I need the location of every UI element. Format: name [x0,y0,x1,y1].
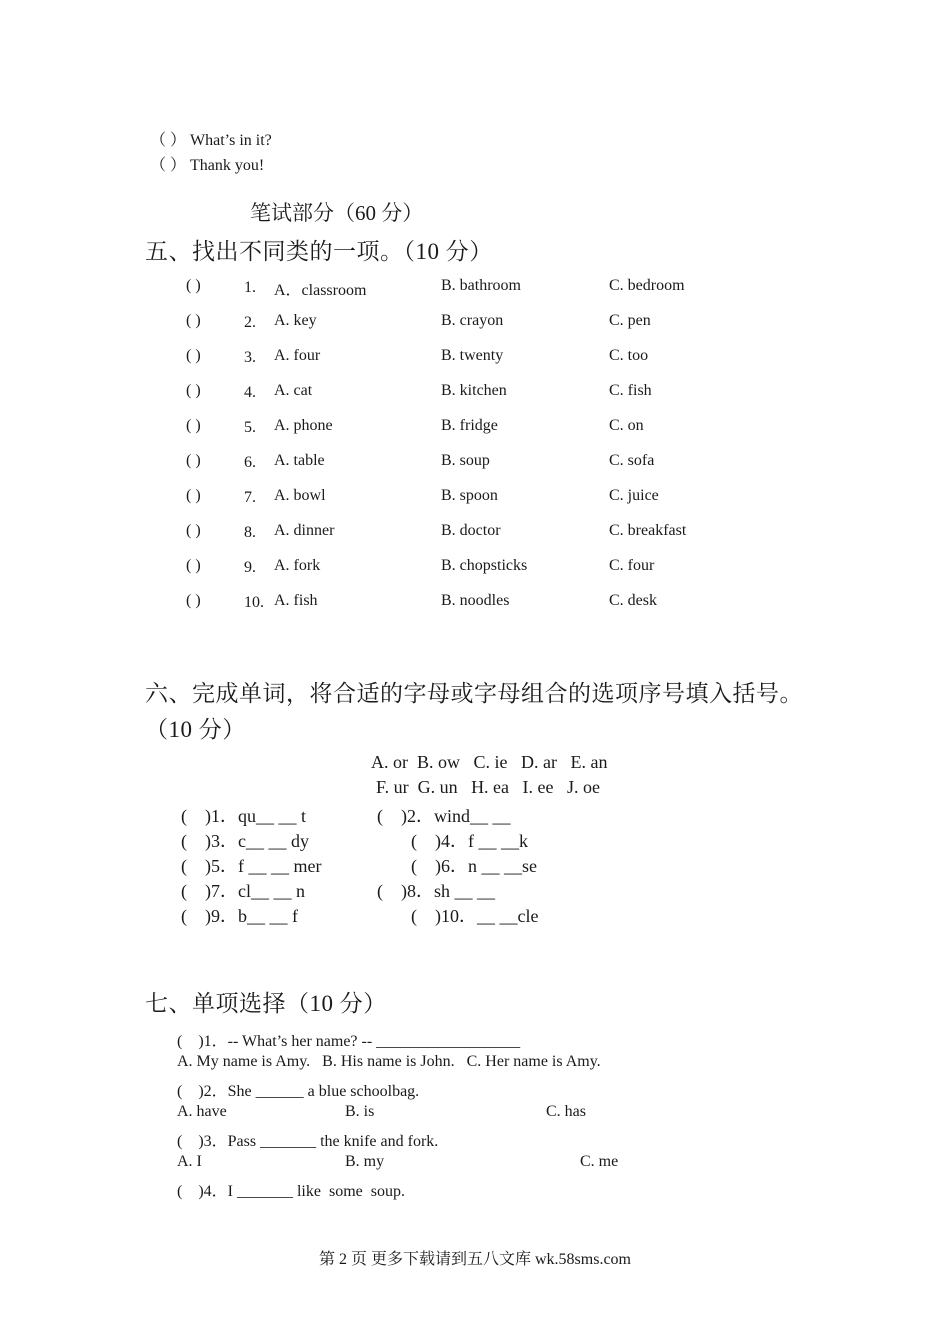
question-number: 9. [244,559,256,576]
answer-paren[interactable]: ( ) [186,557,201,574]
option-b: B. bathroom [441,277,521,294]
s7-question-3[interactable]: ( )3．Pass _______ the knife and fork. [177,1133,439,1150]
answer-paren[interactable]: ( ) [186,417,201,434]
option-c: C. too [609,347,649,364]
option-a: A. phone [274,417,333,434]
answer-paren[interactable]: ( ) [186,452,201,469]
s6-item-5[interactable]: ( )5．f __ __ mer [181,856,322,876]
item-text: Thank you! [190,157,265,174]
question-number: 8. [244,524,256,541]
question-number: 6. [244,454,256,471]
section6-title-score: （10 分） [145,717,246,742]
top-item-2 [150,152,264,175]
answer-paren[interactable]: ( ) [186,382,201,399]
option-c: C. juice [609,487,659,504]
answer-paren[interactable]: （ ） [150,132,187,149]
item-text: What’s in it? [190,132,272,149]
option-a: A. dinner [274,522,335,539]
question-number: 10. [244,594,264,611]
s6-item-8[interactable]: ( )8．sh __ __ [377,881,495,901]
option-a: A．classroom [274,282,367,299]
option-c: C. desk [609,592,657,609]
letter-options-row-2: F. ur G. un H. ea I. ee J. oe [376,777,601,797]
option-a: A. bowl [274,487,326,504]
question-number: 1. [244,279,256,296]
s7-q3-option-a: A. I [177,1153,202,1170]
question-number: 7. [244,489,256,506]
option-a: A. four [274,347,321,364]
top-item-1 [150,127,272,150]
option-b: B. fridge [441,417,498,434]
page-footer: 第 2 页 更多下载请到五八文库 wk.58sms.com [318,1251,631,1268]
s7-q3-option-c: C. me [580,1153,619,1170]
option-b: B. soup [441,452,490,469]
option-b: B. noodles [441,592,510,609]
option-c: C. breakfast [609,522,687,539]
answer-paren[interactable]: ( ) [186,312,201,329]
answer-paren[interactable]: ( ) [186,592,201,609]
s6-item-10[interactable]: ( )10．__ __cle [411,906,539,926]
s6-item-2[interactable]: ( )2．wind__ __ [377,806,511,826]
option-a: A. fork [274,557,321,574]
section5-title: 五、找出不同类的一项。（10 分） [145,239,493,264]
option-a: A. fish [274,592,318,609]
answer-paren[interactable]: （ ） [150,157,187,174]
option-c: C. bedroom [609,277,685,294]
option-c: C. fish [609,382,652,399]
s7-question-2[interactable]: ( )2．She ______ a blue schoolbag. [177,1083,420,1100]
section6-title: 六、完成单词，将合适的字母或字母组合的选项序号填入括号。 [145,681,803,706]
s7-q3-option-b: B. my [345,1153,385,1170]
answer-paren[interactable]: ( ) [186,277,201,294]
s7-question-1[interactable]: ( )1．-- What’s her name? -- __________________ [177,1033,521,1050]
option-b: B. crayon [441,312,504,329]
option-b: B. spoon [441,487,498,504]
s6-item-3[interactable]: ( )3．c__ __ dy [181,831,309,851]
answer-paren[interactable]: ( ) [186,522,201,539]
s6-item-4[interactable]: ( )4．f __ __k [411,831,528,851]
option-c: C. sofa [609,452,655,469]
question-number: 4. [244,384,256,401]
question-number: 2. [244,314,256,331]
s7-q2-option-c: C. has [546,1103,586,1120]
option-b: B. twenty [441,347,504,364]
answer-paren[interactable]: ( ) [186,347,201,364]
s6-item-7[interactable]: ( )7．cl__ __ n [181,881,305,901]
option-b: B. chopsticks [441,557,528,574]
option-c: C. four [609,557,655,574]
s6-item-6[interactable]: ( )6．n __ __se [411,856,537,876]
s6-item-1[interactable]: ( )1．qu__ __ t [181,806,306,826]
letter-options-row-1: A. or B. ow C. ie D. ar E. an [371,752,608,772]
question-number: 5. [244,419,256,436]
written-part-title: 笔试部分（60 分） [250,201,424,225]
option-a: A. table [274,452,325,469]
question-number: 3. [244,349,256,366]
s6-item-9[interactable]: ( )9．b__ __ f [181,906,298,926]
option-c: C. pen [609,312,651,329]
s7-q2-option-a: A. have [177,1103,227,1120]
s7-question-1-options: A. My name is Amy. B. His name is John. C. Her name is Amy. [177,1053,601,1070]
answer-paren[interactable]: ( ) [186,487,201,504]
option-a: A. cat [274,382,313,399]
option-a: A. key [274,312,317,329]
s7-q2-option-b: B. is [345,1103,375,1120]
option-c: C. on [609,417,644,434]
section7-title: 七、单项选择（10 分） [145,991,387,1016]
s7-question-4[interactable]: ( )4．I _______ like some soup. [177,1183,405,1200]
option-b: B. kitchen [441,382,507,399]
option-b: B. doctor [441,522,501,539]
